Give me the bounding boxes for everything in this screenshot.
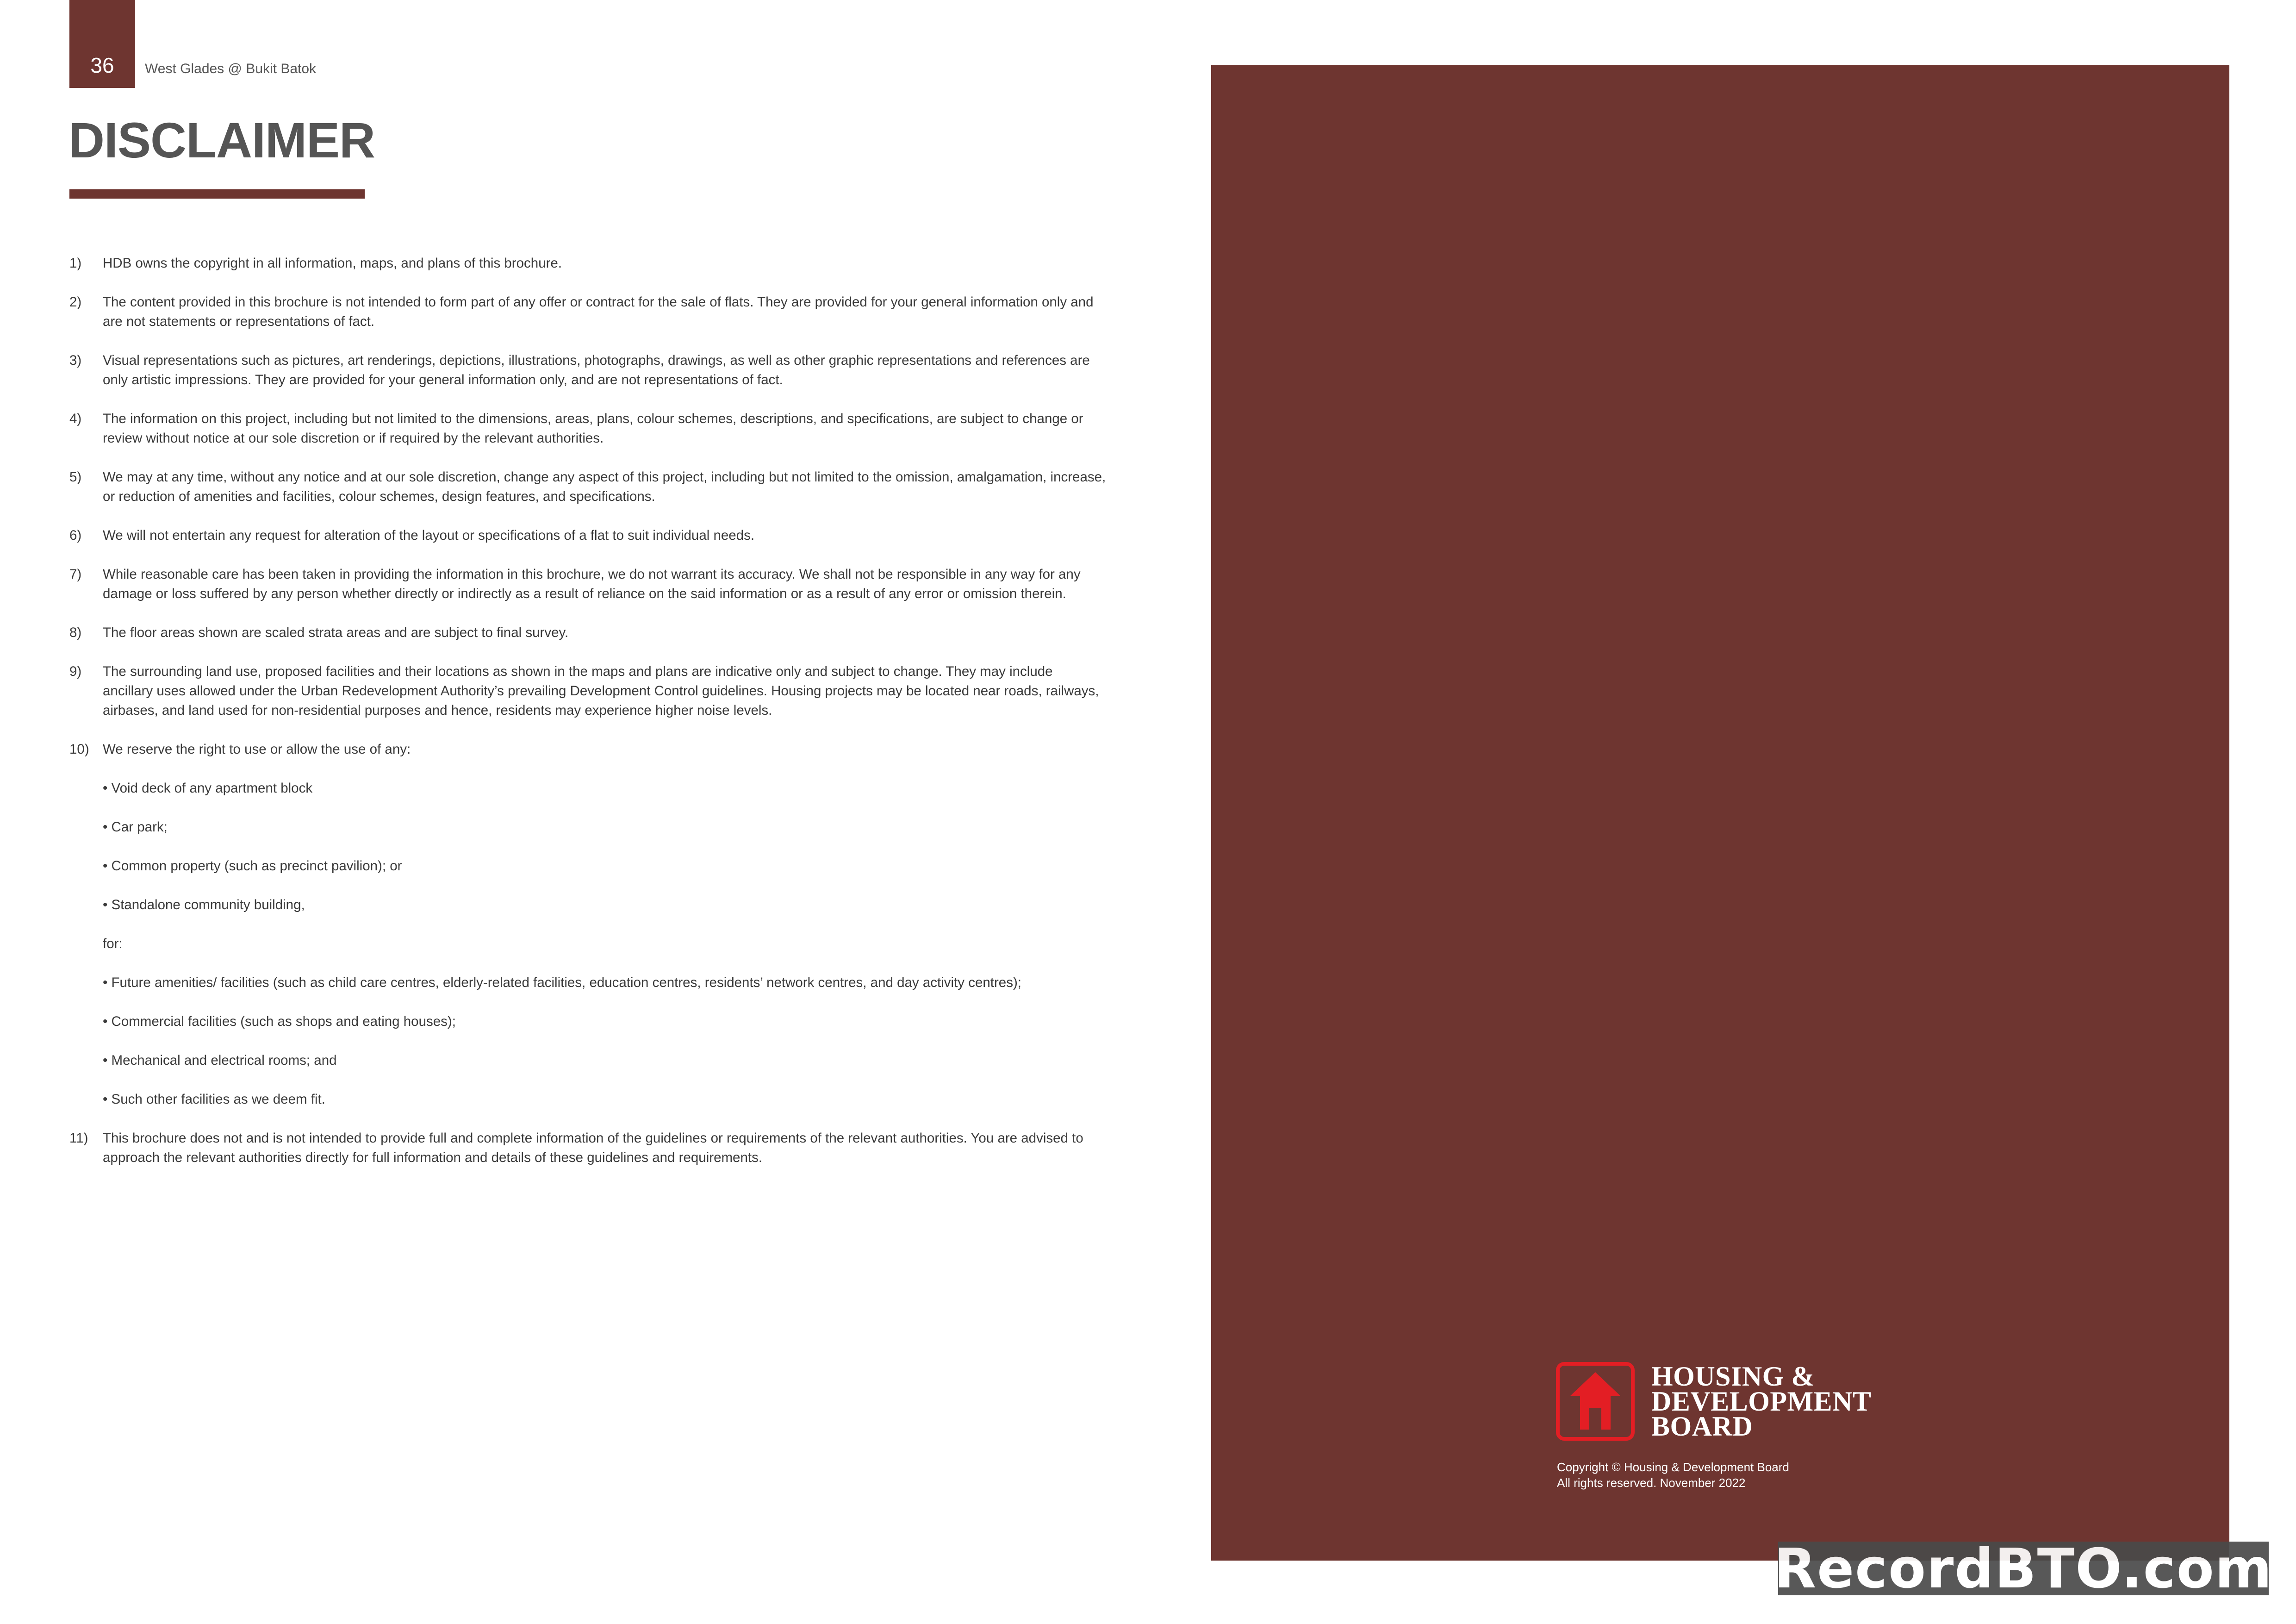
logo-line: DEVELOPMENT [1651,1386,1872,1417]
clause-3 [69,351,1106,390]
hdb-logo-text [1651,1361,1872,1442]
clause-number: 6) [69,528,82,543]
clause-text: We may at any time, without any notice and at our sole discretion, change any aspect of this project, including but not limited to the omission, amalgamation, increase, or reduction of amenities and facilities, colour schemes, design features, and specifications. [103,469,1106,504]
bullet-item: • Mechanical and electrical rooms; and [103,1053,337,1068]
bullet-item: • Standalone community building, [103,897,305,912]
clause-10 [69,740,1106,1109]
bullet-item: • Common property (such as precinct pavilion); or [103,858,402,874]
page-title: DISCLAIMER [68,112,375,168]
clause-number: 5) [69,469,82,485]
clause-text: The floor areas shown are scaled strata areas and are subject to final survey. [103,625,569,640]
clause-number: 10) [69,742,89,757]
clause-7 [69,565,1106,604]
clause-number: 1) [69,256,82,271]
clause-number: 4) [69,411,82,426]
title-underline [69,189,365,199]
clause-11 [69,1129,1106,1168]
hdb-logo [1556,1362,1872,1441]
rights-line: All rights reserved. November 2022 [1557,1476,1746,1490]
bullet-item: • Commercial facilities (such as shops and eating houses); [103,1014,456,1029]
clause-text: The content provided in this brochure is not intended to form part of any offer or contract for the sale of flats. They are provided for your general information only and are not statements or representations of fact. [103,294,1094,329]
bullet-item: • Void deck of any apartment block [103,781,313,796]
clause-9 [69,662,1106,720]
clause-number: 9) [69,664,82,679]
bullet-item: • Such other facilities as we deem fit. [103,1092,325,1107]
clause-text: The surrounding land use, proposed facilities and their locations as shown in the maps and plans are indicative only and subject to change. They may include ancillary uses allowed under the Urban Redevelopment Authority’s prevailing Development Control guidelines. Housing projects may be located near roads, railways, airbases, and land used for non-residential purposes and hence, residents may experience higher noise levels. [103,664,1099,718]
clause-8 [69,623,1106,643]
bullet-item: • Future amenities/ facilities (such as child care centres, elderly-related facilities, education centres, residents’ network centres, and day activity centres); [103,975,1021,990]
clause-number: 8) [69,625,82,640]
clause-number: 3) [69,353,82,368]
copyright-notice [1557,1459,1789,1491]
clause-text: We will not entertain any request for alteration of the layout or specifications of a flat to suit individual needs. [103,528,755,543]
clause-number: 7) [69,567,82,582]
clause-text: The information on this project, including but not limited to the dimensions, areas, plans, colour schemes, descriptions, and specifications, are subject to change or review without notice at our sole discretion or if required by the relevant authorities. [103,411,1083,446]
hdb-house-arrow-icon [1556,1362,1635,1441]
logo-line: BOARD [1651,1411,1753,1442]
clause-6 [69,526,1106,545]
clause-2 [69,293,1106,331]
clause-number: 11) [69,1131,88,1146]
clause-5 [69,468,1106,506]
project-name: West Glades @ Bukit Batok [145,61,317,76]
page-number-tab [69,0,135,88]
clause-text: This brochure does not and is not intended to provide full and complete information of the guidelines or requirements of the relevant authorities. You are advised to approach the relevant authorities directly for full information and details of these guidelines and requirements. [103,1131,1083,1165]
clause-text: HDB owns the copyright in all information, maps, and plans of this brochure. [103,256,562,271]
clause-number: 2) [69,294,82,310]
clause-4 [69,409,1106,448]
clause-text: While reasonable care has been taken in providing the information in this brochure, we do not warrant its accuracy. We shall not be responsible in any way for any damage or loss suffered by any person whether directly or indirectly as a result of reliance on the said information or as a result of any error or omission therein. [103,567,1081,601]
bullet-item: • Car park; [103,819,168,835]
page-number: 36 [90,53,114,77]
copyright-line: Copyright © Housing & Development Board [1557,1460,1789,1474]
disclaimer-list [69,254,1106,1187]
clause-text: We reserve the right to use or allow the use of any: [103,742,411,757]
logo-line: HOUSING & [1651,1361,1815,1392]
watermark: RecordBTO.com [1774,1537,2273,1600]
clause-1 [69,254,1106,273]
for-label: for: [103,936,123,951]
brand-panel [1211,65,2229,1561]
clause-text: Visual representations such as pictures, art renderings, depictions, illustrations, photographs, drawings, as well as other graphic representations and references are only artistic impressions. They are provided for your general information only, and are not representations of fact. [103,353,1090,387]
